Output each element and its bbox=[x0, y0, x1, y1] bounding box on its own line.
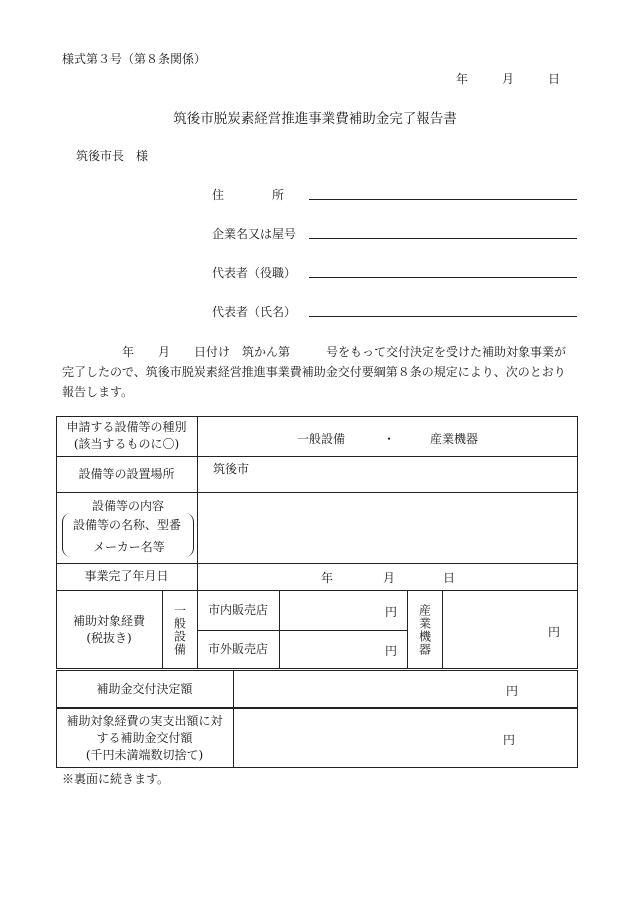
equipment-type-label-line2: (該当するものに〇) bbox=[73, 437, 180, 451]
grant-decision-label: 補助金交付決定額 bbox=[96, 681, 193, 696]
option-industrial-equipment[interactable]: 産業機器 bbox=[430, 432, 479, 446]
grant-decision-amount-yen[interactable]: 円 bbox=[506, 684, 519, 698]
address-label: 住 所 bbox=[212, 188, 285, 202]
option-general-equipment[interactable]: 一般設備 bbox=[297, 432, 346, 446]
contents-value[interactable] bbox=[200, 495, 575, 561]
representative-name-field[interactable] bbox=[309, 316, 577, 317]
completion-day[interactable]: 日 bbox=[443, 571, 456, 585]
body-line-1: 年 月 日付け 筑かん第 号をもって交付決定を受けた補助対象事業が bbox=[62, 345, 567, 359]
equipment-type-label bbox=[56, 416, 197, 456]
col-divider bbox=[197, 416, 198, 591]
industrial-equipment-vertical-label: 産業機器 bbox=[417, 603, 432, 656]
eligible-cost-label-line1: 補助対象経費 bbox=[72, 613, 145, 628]
col-divider bbox=[233, 670, 234, 708]
col-divider bbox=[233, 708, 234, 768]
in-city-store-label: 市内販売店 bbox=[207, 602, 268, 617]
col-divider bbox=[442, 590, 443, 669]
actual-grant-amount-yen[interactable]: 円 bbox=[503, 733, 516, 747]
addressee: 筑後市長 様 bbox=[76, 149, 149, 163]
address-field[interactable] bbox=[309, 199, 577, 200]
in-city-amount-yen[interactable]: 円 bbox=[385, 605, 398, 619]
date-month: 月 bbox=[502, 72, 515, 86]
actual-grant-label bbox=[56, 708, 233, 768]
out-city-amount-yen[interactable]: 円 bbox=[385, 644, 398, 658]
company-name-field[interactable] bbox=[309, 238, 577, 239]
company-name-label: 企業名又は屋号 bbox=[212, 227, 297, 241]
option-separator: ・ bbox=[383, 432, 396, 446]
report-body bbox=[62, 342, 578, 402]
actual-grant-label-line1: 補助対象経費の実支出額に対 bbox=[66, 713, 223, 728]
general-equipment-vertical-label: 一般設備 bbox=[172, 603, 187, 656]
col-divider bbox=[279, 590, 280, 669]
representative-title-label: 代表者（役職） bbox=[212, 266, 297, 280]
out-city-store-label: 市外販売店 bbox=[207, 642, 268, 656]
location-label: 設備等の設置場所 bbox=[78, 466, 175, 481]
equipment-type-label-line1: 申請する設備等の種別 bbox=[66, 420, 187, 434]
form-number: 様式第３号（第８条関係） bbox=[62, 52, 207, 66]
body-line-2: 完了したので、筑後市脱炭素経営推進事業費補助金交付要綱第８条の規定により、次のとおり bbox=[62, 365, 566, 379]
contents-sub-line1: 設備等の名称、型番 bbox=[73, 518, 182, 532]
document-title: 筑後市脱炭素経営推進事業費補助金完了報告書 bbox=[173, 111, 457, 127]
actual-grant-label-line2: する補助金交付額 bbox=[96, 730, 193, 745]
representative-title-field[interactable] bbox=[309, 277, 577, 278]
date-day: 日 bbox=[548, 72, 561, 86]
actual-grant-label-line3: (千円未満端数切捨て) bbox=[85, 747, 204, 762]
completion-month[interactable]: 月 bbox=[383, 571, 396, 585]
date-year: 年 bbox=[456, 72, 469, 86]
industrial-amount-yen[interactable]: 円 bbox=[548, 625, 561, 639]
report-date bbox=[456, 70, 560, 87]
completion-date-label: 事業完了年月日 bbox=[84, 569, 169, 583]
completion-year[interactable]: 年 bbox=[321, 571, 334, 585]
contents-sub-line2: メーカー名等 bbox=[93, 540, 165, 554]
location-value[interactable]: 筑後市 bbox=[213, 462, 250, 476]
eligible-cost-label-line2: (税抜き) bbox=[86, 630, 132, 645]
contents-label: 設備等の内容 bbox=[92, 499, 165, 513]
eligible-cost-label bbox=[56, 590, 162, 669]
row-divider bbox=[56, 492, 578, 493]
body-line-3: 報告します。 bbox=[62, 385, 134, 399]
representative-name-label: 代表者（氏名） bbox=[212, 305, 297, 319]
continued-note: ※裏面に続きます。 bbox=[62, 772, 170, 786]
